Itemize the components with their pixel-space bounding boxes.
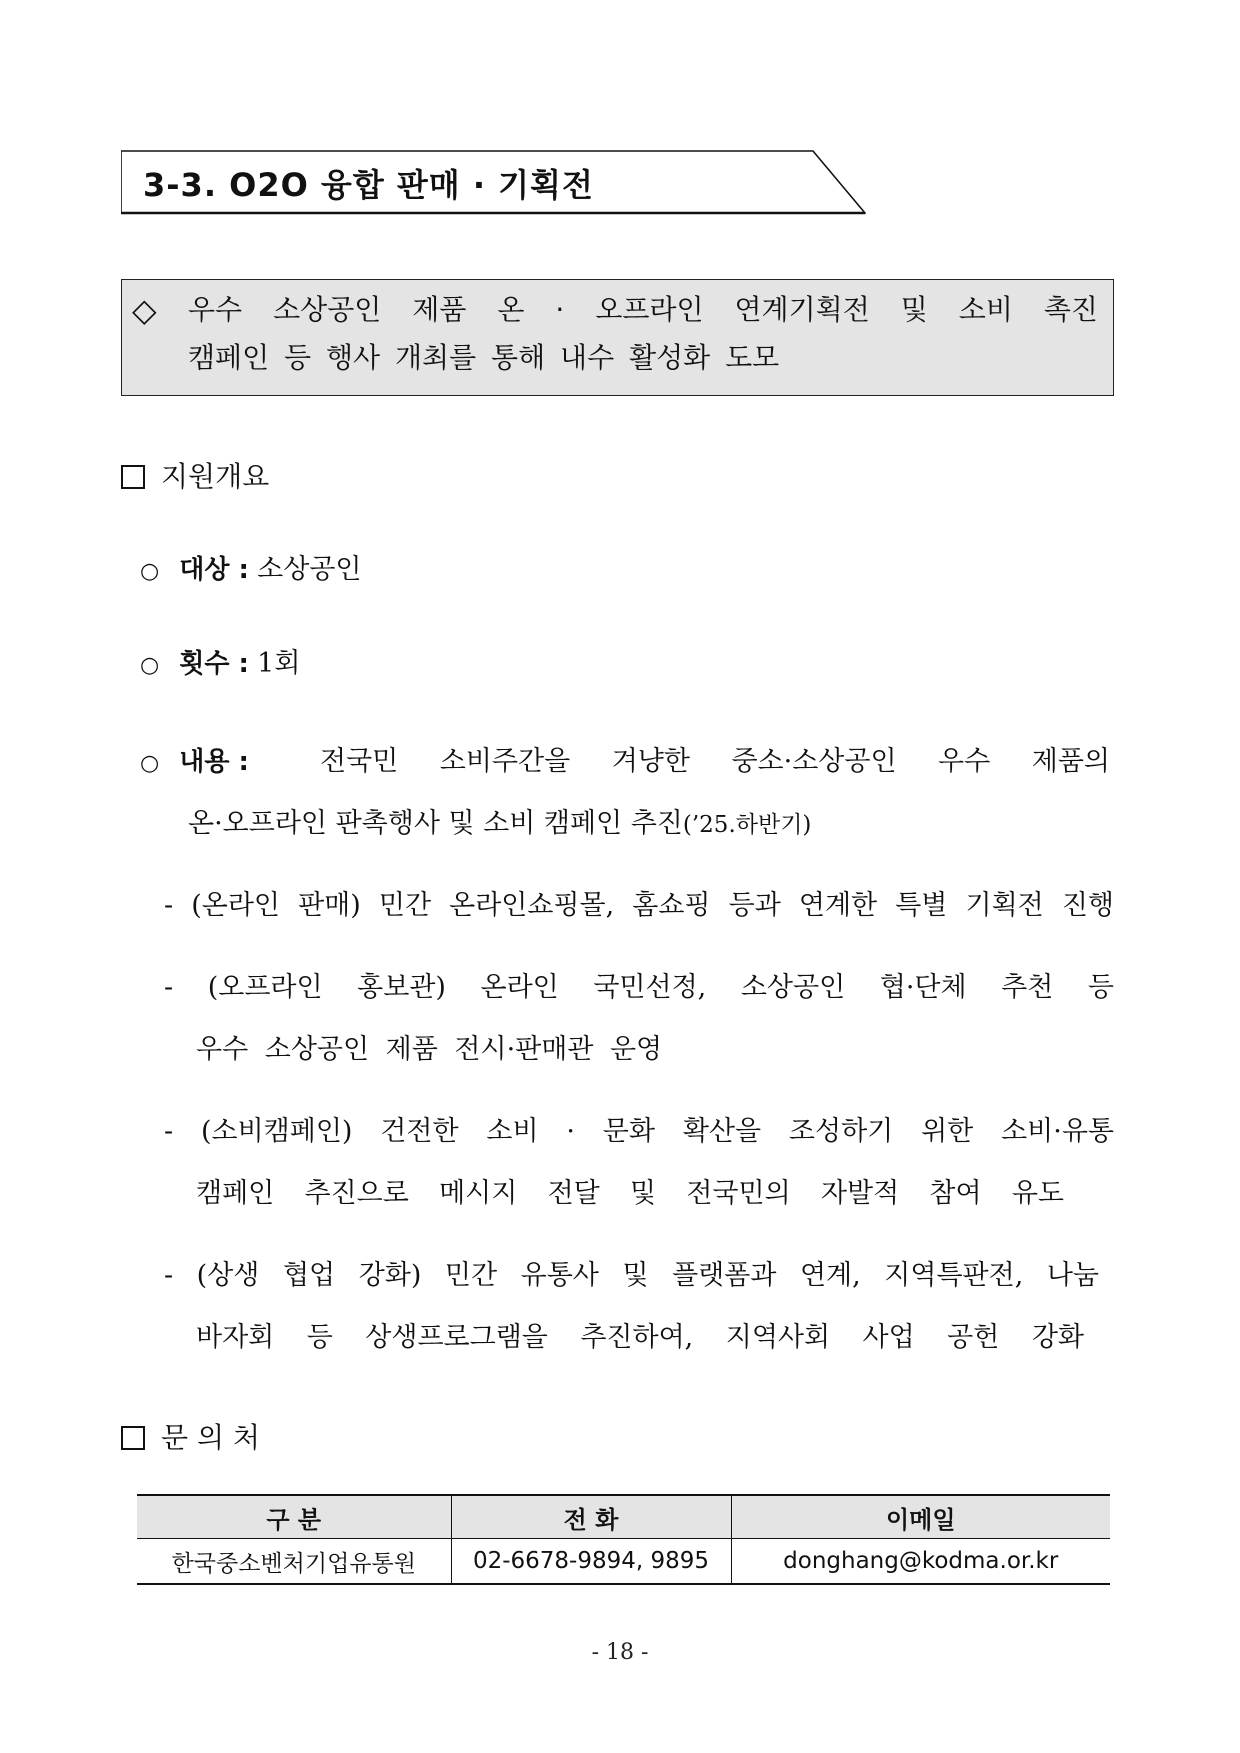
content-row [140,742,1110,784]
contact-heading-text: 문 의 처 [161,1421,260,1454]
summary-line-1: 우수 소상공인 제품 온 · 오프라인 연계기획전 및 소비 촉진 [188,293,1098,326]
cell-organization: 한국중소벤처기업유통원 [171,1550,416,1577]
summary-line-2: 캠페인 등 행사 개최를 통해 내수 활성화 도모 [188,341,780,374]
overview-heading [121,457,269,497]
section-title: 3-3. O2O 융합 판매 · 기획전 [143,166,594,204]
content-line-2-wrap [188,804,811,845]
column-header-phone: 전 화 [451,1495,731,1539]
content-line-1: 전국민 소비주간을 겨냥한 중소·소상공인 우수 제품의 [320,746,1110,777]
item-campaign-line-2: 캠페인 추진으로 메시지 전달 및 전국민의 자발적 참여 유도 [196,1178,1064,1209]
summary-box [121,279,1114,396]
column-header-email: 이메일 [731,1495,1110,1539]
section-header [121,150,866,215]
target-label: 대상 : [179,555,249,585]
circle-bullet-icon: ○ [140,559,160,584]
page-number: - 18 - [591,1640,649,1665]
content-note: (’25.하반기) [682,812,812,838]
item-offline-hall: - (오프라인 홍보관) 온라인 국민선정, 소상공인 협·단체 추천 등 [164,972,1114,1003]
circle-bullet-icon: ○ [140,653,160,678]
count-row [140,644,300,686]
contact-table [137,1494,1110,1585]
checkbox-square-icon [121,465,145,489]
cell-email: donghang@kodma.or.kr [731,1539,1110,1585]
contact-heading [121,1418,260,1458]
item-campaign: - (소비캠페인) 건전한 소비 · 문화 확산을 조성하기 위한 소비·유통 [164,1116,1114,1147]
cell-phone: 02-6678-9894, 9895 [451,1539,731,1585]
column-header-category: 구 분 [137,1495,451,1539]
table-row [137,1539,1110,1585]
item-offline-hall-line-2: 우수 소상공인 제품 전시·판매관 운영 [196,1034,663,1065]
item-online-sales: - (온라인 판매) 민간 온라인쇼핑몰, 홈쇼핑 등과 연계한 특별 기획전 진행 [164,890,1114,921]
content-line-2: 온·오프라인 판촉행사 및 소비 캠페인 추진 [188,808,683,839]
overview-heading-text: 지원개요 [161,460,270,493]
contact-table-header-row [137,1495,1110,1539]
content-label: 내용 : [179,747,249,777]
checkbox-square-icon [121,1426,145,1450]
target-row [140,550,361,592]
item-cooperation-line-2: 바자회 등 상생프로그램을 추진하여, 지역사회 사업 공헌 강화 [196,1322,1084,1353]
circle-bullet-icon: ○ [140,751,160,776]
target-value: 소상공인 [257,554,362,585]
item-cooperation: - (상생 협업 강화) 민간 유통사 및 플랫폼과 연계, 지역특판전, 나눔 [164,1260,1099,1291]
count-value: 1회 [257,648,301,679]
diamond-icon: ◇ [132,291,157,329]
count-label: 횟수 : [179,649,249,679]
